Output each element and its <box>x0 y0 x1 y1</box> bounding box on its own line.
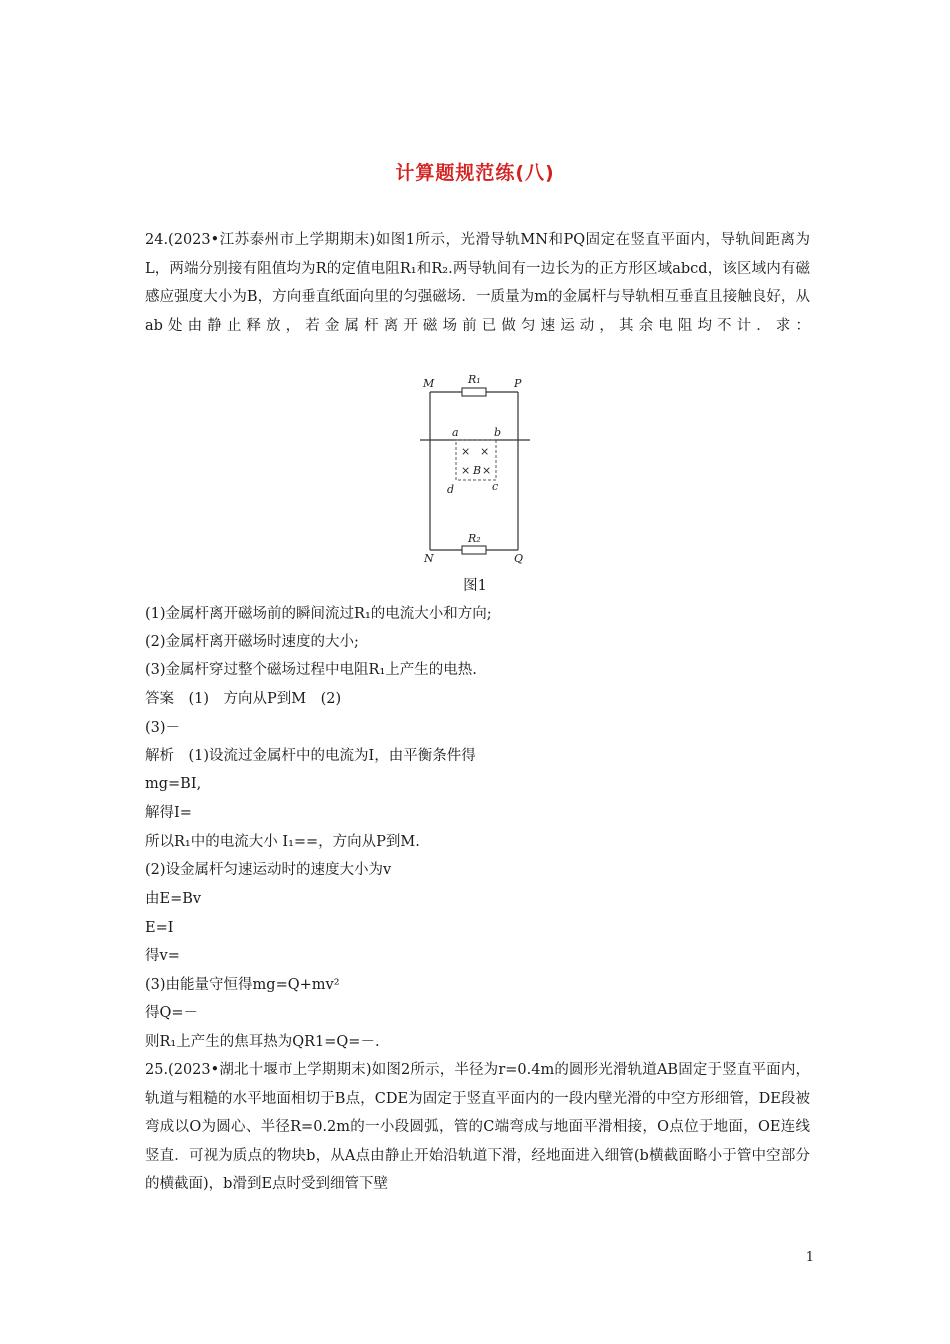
figure-1-circuit-diagram <box>410 370 540 570</box>
page-number: 1 <box>805 1250 814 1265</box>
answer-line: 答案 (1) 方向从P到M (2) <box>145 691 342 707</box>
label-P: P <box>514 377 522 390</box>
field-cross: × <box>461 445 471 458</box>
label-R2: R₂ <box>468 532 481 545</box>
label-N: N <box>424 552 434 565</box>
figure-1-caption: 图1 <box>463 578 487 594</box>
label-R1: R₁ <box>468 373 481 386</box>
solution-line: mg=BI, <box>145 776 202 792</box>
problem-24-statement: 24.(2023•江苏泰州市上学期期末)如图1所示，光滑导轨MN和PQ固定在竖直平面内，导轨间距离为L，两端分别接有阻值均为R的定值电阻R₁和R₂.两导轨间有一边长为的正方形区域abcd，该区域内有磁感应强度大小为B，方向垂直纸面向里的匀强磁场．一质量为m的金属杆与导轨相互垂直且接触良好，从ab处由静止释放，若金属杆离开磁场前已做匀速运动，其余电阻均不计．求： <box>145 232 810 334</box>
field-cross: × <box>482 464 492 477</box>
resistor-r1 <box>462 388 486 396</box>
question-3: (3)金属杆穿过整个磁场过程中电阻R₁上产生的电热. <box>145 662 477 678</box>
problem-25-statement: 25.(2023•湖北十堰市上学期期末)如图2所示，半径为r=0.4m的圆形光滑轨道AB固定于竖直平面内，轨道与粗糙的水平地面相切于B点，CDE为固定于竖直平面内的一段内壁光滑的中空方形细管，DE段被弯成以O为圆心、半径R=0.2m的一小段圆弧，管的C端弯成与地面平滑相接，O点位于地面，OE连线竖直．可视为质点的物块b，从A点由静止开始沿轨道下滑，经地面进入细管(b横截面略小于管中空部分的横截面)，b滑到E点时受到细管下壁 <box>145 1062 810 1193</box>
solution-line: 所以R₁中的电流大小 I₁==，方向从P到M. <box>145 834 420 850</box>
solution-line: 解析 (1)设流过金属杆中的电流为I，由平衡条件得 <box>145 748 476 764</box>
question-1: (1)金属杆离开磁场前的瞬间流过R₁的电流大小和方向; <box>145 606 492 622</box>
label-a: a <box>452 426 459 439</box>
answer-line: (3)－ <box>145 720 181 736</box>
solution-line: 得Q=－ <box>145 1005 199 1021</box>
field-cross: × <box>480 445 490 458</box>
field-cross: × <box>461 464 471 477</box>
solution-line: 则R₁上产生的焦耳热为QR1=Q=－. <box>145 1034 380 1050</box>
solution-line: (2)设金属杆匀速运动时的速度大小为v <box>145 862 392 878</box>
label-B: B <box>473 464 482 477</box>
question-2: (2)金属杆离开磁场时速度的大小; <box>145 634 359 650</box>
solution-line: E=I <box>145 920 174 936</box>
solution-line: 解得I= <box>145 805 192 821</box>
solution-line: 由E=Bv <box>145 891 202 907</box>
label-c: c <box>492 480 499 493</box>
resistor-r2 <box>462 546 486 554</box>
label-d: d <box>447 483 455 496</box>
label-Q: Q <box>514 552 524 565</box>
label-M: M <box>423 377 435 390</box>
page-title: 计算题规范练(八) <box>395 162 555 184</box>
solution-line: (3)由能量守恒得mg=Q+mv² <box>145 977 340 993</box>
solution-line: 得v= <box>145 948 180 964</box>
label-b: b <box>494 426 502 439</box>
